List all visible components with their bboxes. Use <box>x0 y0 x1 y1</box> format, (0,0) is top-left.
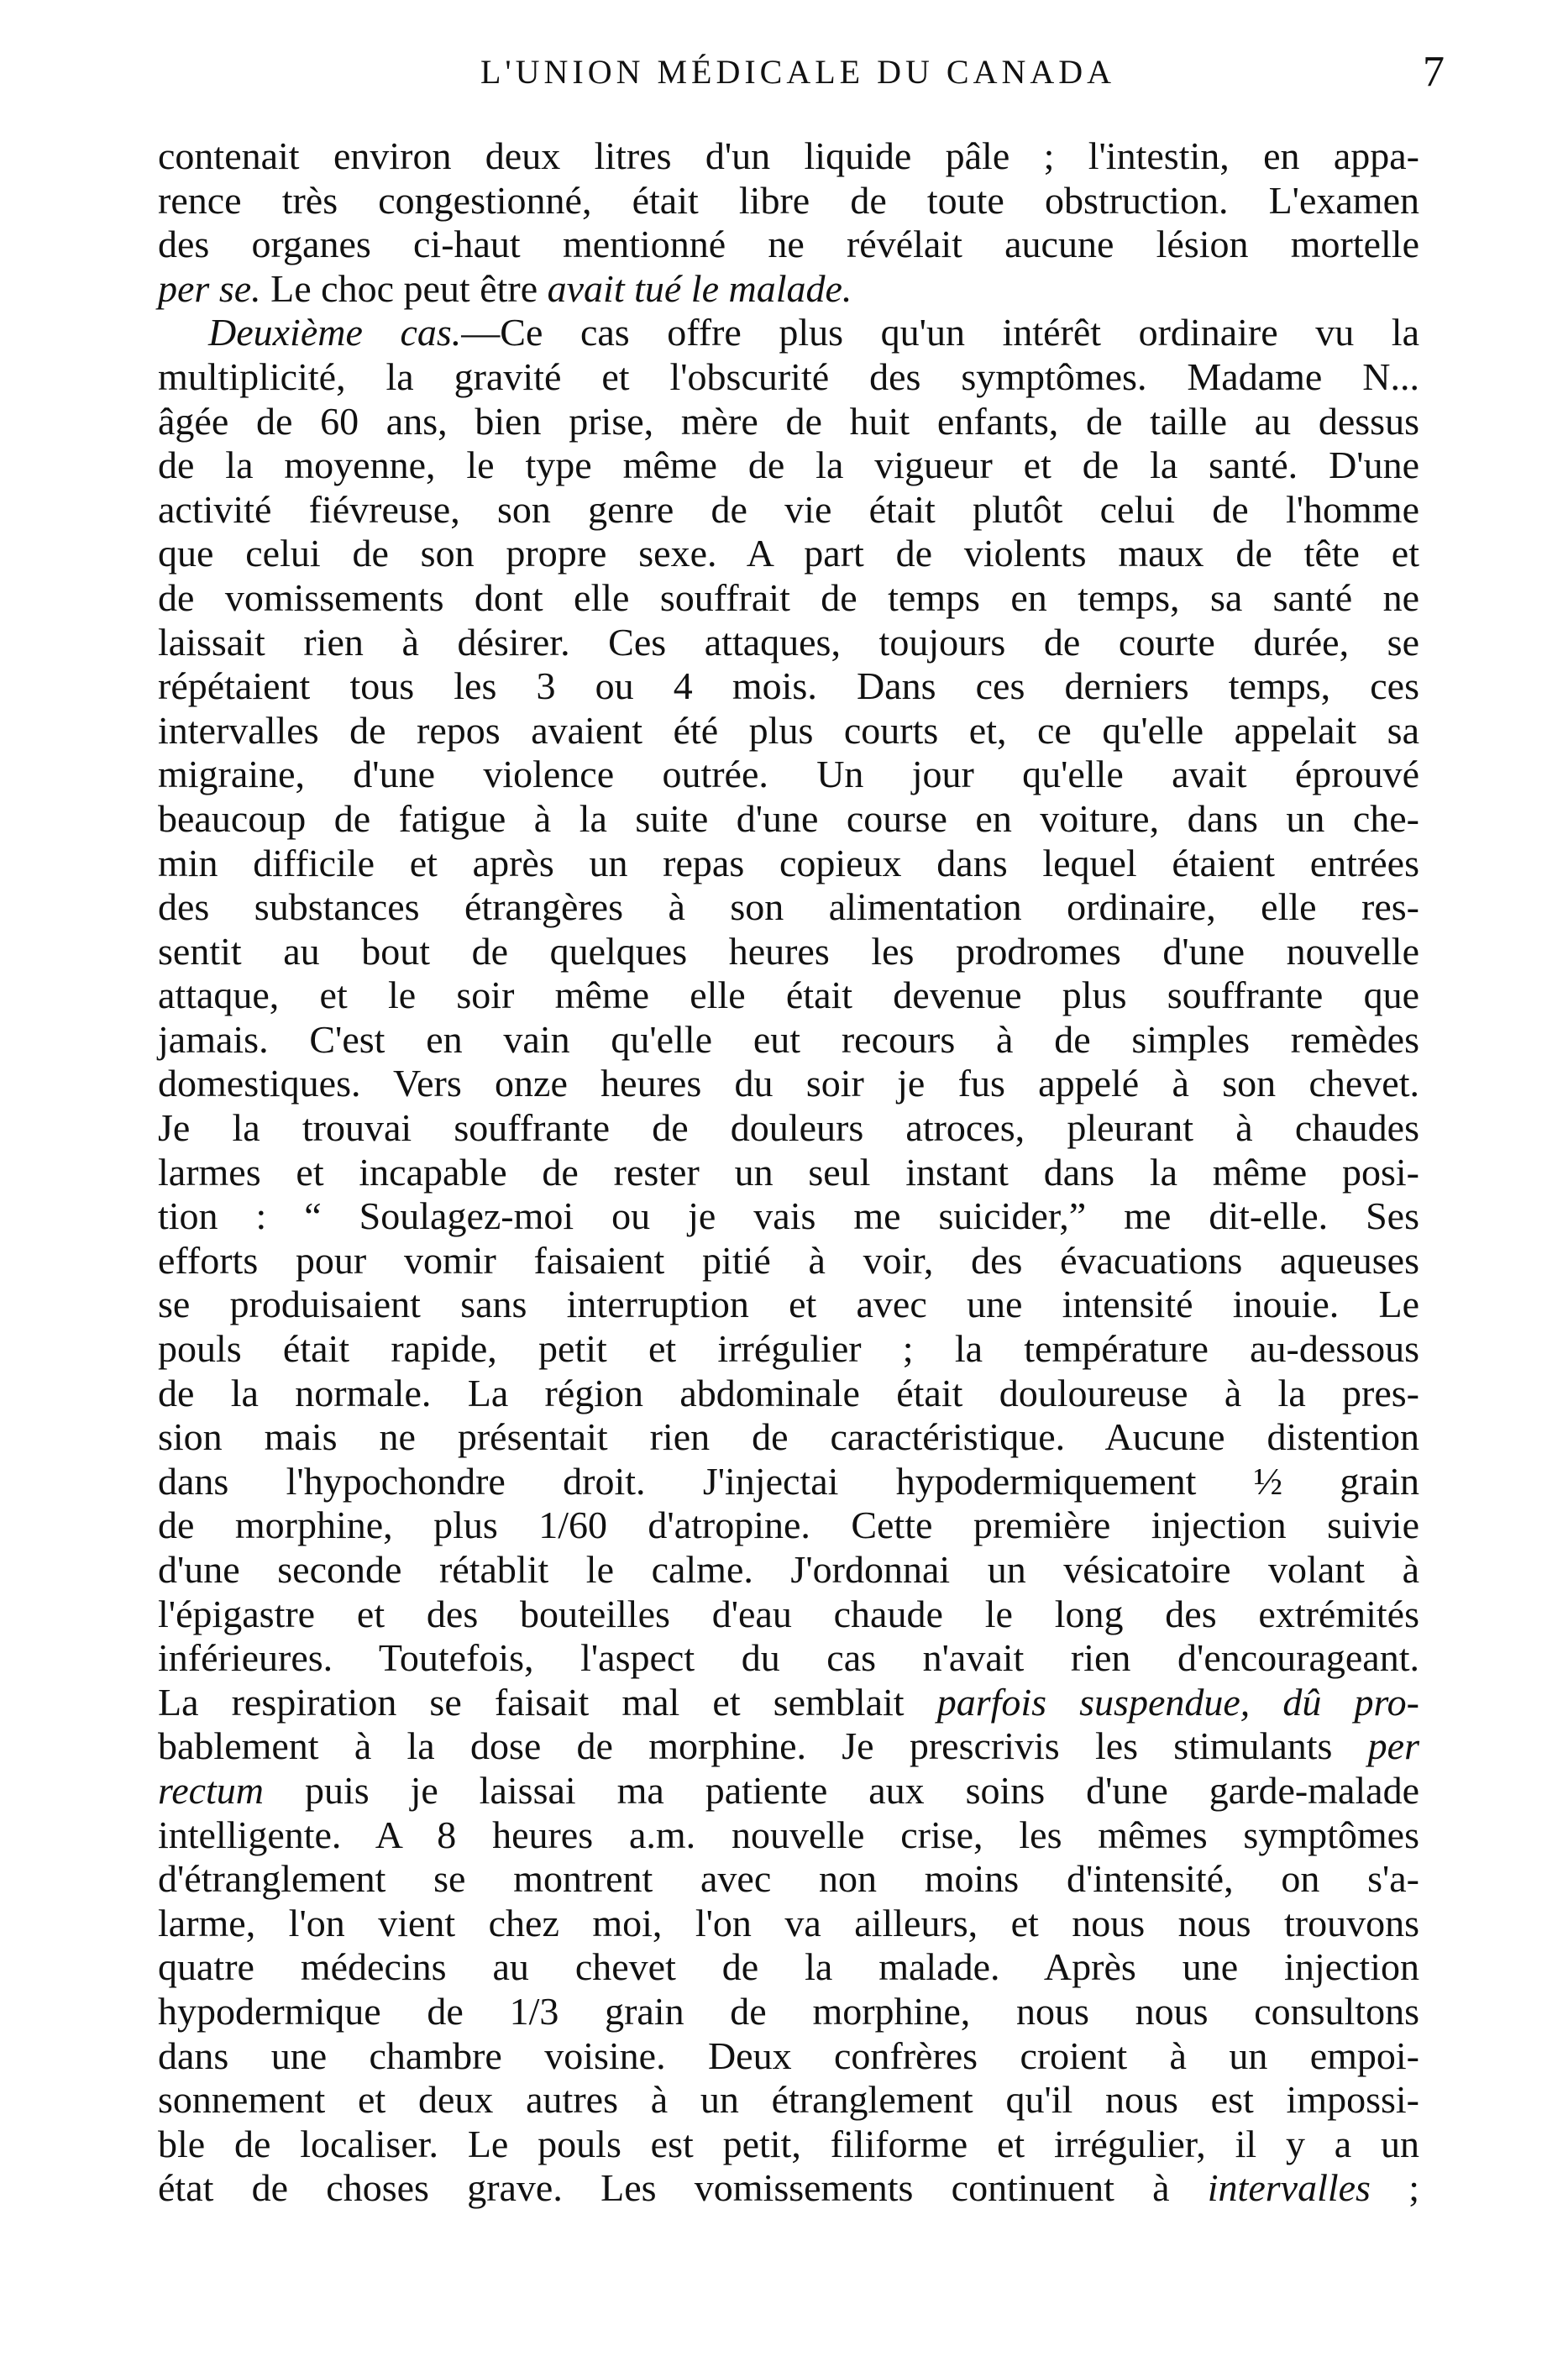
italic-text-run: per se. <box>158 266 261 310</box>
text-line <box>158 930 1419 974</box>
text-line <box>158 1813 1419 1858</box>
text-run: larmes et incapable de rester un seul instant dans la même posi- <box>158 1150 1419 1194</box>
text-run: se produisaient sans interruption et avec une intensité inouie. Le <box>158 1283 1419 1326</box>
text-run: inférieures. Toutefois, l'aspect du cas n'avait rien d'encourageant. <box>158 1636 1419 1680</box>
text-line <box>158 1857 1419 1902</box>
text-run: bablement à la dose de morphine. Je prescrivis les stimulants <box>158 1724 1368 1768</box>
italic-text-run: intervalles <box>1207 2166 1371 2210</box>
text-line <box>158 1724 1419 1769</box>
text-line <box>158 709 1419 753</box>
text-run: Le choc peut être <box>260 266 548 310</box>
text-line <box>158 1902 1419 1946</box>
text-line <box>158 842 1419 886</box>
text-run: dans l'hypochondre droit. J'injectai hypodermiquement ½ grain <box>158 1459 1419 1503</box>
text-run: âgée de 60 ans, bien prise, mère de huit enfants, de taille au dessus <box>158 399 1419 443</box>
text-line <box>158 1769 1419 1813</box>
text-run: multiplicité, la gravité et l'obscurité des symptômes. Madame N... <box>158 354 1419 398</box>
text-run: ble de localiser. Le pouls est petit, filiforme et irrégulier, il y a un <box>158 2122 1419 2165</box>
text-line <box>158 2034 1419 2079</box>
text-run: —Ce cas offre plus qu'un intérêt ordinaire vu la <box>461 311 1419 354</box>
text-run: attaque, et le soir même elle était devenue plus souffrante que <box>158 973 1419 1017</box>
text-run: min difficile et après un repas copieux dans lequel étaient entrées <box>158 841 1419 884</box>
text-line <box>158 2166 1419 2211</box>
text-line <box>158 1460 1419 1504</box>
text-run: l'épigastre et des bouteilles d'eau chaude le long des extrémités <box>158 1592 1419 1635</box>
text-run: dans une chambre voisine. Deux confrères croient à un empoi- <box>158 2034 1419 2077</box>
text-line <box>158 1681 1419 1725</box>
text-run: pouls était rapide, petit et irrégulier ; la température au-dessous <box>158 1327 1419 1371</box>
text-run: puis je laissai ma patiente aux soins d'une garde-malade <box>264 1768 1419 1812</box>
text-run: que celui de son propre sexe. A part de violents maux de tête et <box>158 532 1419 575</box>
text-line <box>158 532 1419 576</box>
page-number: 7 <box>1423 48 1445 96</box>
text-line <box>158 753 1419 797</box>
text-line <box>158 1327 1419 1372</box>
text-line <box>158 973 1419 1018</box>
text-line <box>158 400 1419 444</box>
text-line <box>158 621 1419 665</box>
text-run: des organes ci-haut mentionné ne révélait aucune lésion mortelle <box>158 223 1419 266</box>
text-line <box>158 311 1419 355</box>
text-run: laissait rien à désirer. Ces attaques, toujours de courte durée, se <box>158 620 1419 664</box>
text-line <box>158 1503 1419 1548</box>
text-run: intelligente. A 8 heures a.m. nouvelle crise, les mêmes symptômes <box>158 1813 1419 1856</box>
text-run: quatre médecins au chevet de la malade. Après une injection <box>158 1945 1419 1989</box>
text-run: d'étranglement se montrent avec non moins d'intensité, on s'a- <box>158 1857 1419 1901</box>
text-line <box>158 443 1419 488</box>
text-line <box>158 1415 1419 1460</box>
text-line <box>158 576 1419 621</box>
text-run: tion : “ Soulagez-moi ou je vais me suicider,” me dit-elle. Ses <box>158 1194 1419 1238</box>
text-run: sonnement et deux autres à un étranglement qu'il nous est impossi- <box>158 2078 1419 2122</box>
text-line <box>158 1062 1419 1106</box>
text-run: de vomissements dont elle souffrait de temps en temps, sa santé ne <box>158 575 1419 619</box>
text-line <box>158 2078 1419 2123</box>
text-line <box>158 1194 1419 1239</box>
text-line <box>158 1283 1419 1327</box>
text-line <box>158 179 1419 223</box>
text-line <box>158 797 1419 842</box>
text-line <box>158 1018 1419 1063</box>
text-run: sion mais ne présentait rien de caractéristique. Aucune distention <box>158 1415 1419 1459</box>
text-line <box>158 134 1419 179</box>
text-run: des substances étrangères à son alimentation ordinaire, elle res- <box>158 885 1419 929</box>
text-run: domestiques. Vers onze heures du soir je fus appelé à son chevet. <box>158 1062 1419 1105</box>
text-line <box>158 1239 1419 1283</box>
text-line <box>158 1372 1419 1416</box>
text-run: ; <box>1370 2166 1419 2210</box>
text-run: hypodermique de 1/3 grain de morphine, nous nous consultons <box>158 1989 1419 2033</box>
text-run: jamais. C'est en vain qu'elle eut recours à de simples remèdes <box>158 1017 1419 1061</box>
text-run: migraine, d'une violence outrée. Un jour qu'elle avait éprouvé <box>158 753 1419 796</box>
italic-text-run: parfois suspendue, dû pro- <box>936 1680 1420 1724</box>
text-line <box>158 1593 1419 1637</box>
text-run: d'une seconde rétablit le calme. J'ordonnai un vésicatoire volant à <box>158 1548 1419 1591</box>
italic-text-run: per <box>1367 1724 1419 1768</box>
text-line <box>158 1548 1419 1593</box>
text-run: de la moyenne, le type même de la vigueur et de la santé. D'une <box>158 443 1419 487</box>
text-run: contenait environ deux litres d'un liquide pâle ; l'intestin, en appa- <box>158 134 1419 177</box>
text-line <box>158 488 1419 533</box>
text-run: de la normale. La région abdominale était douloureuse à la pres- <box>158 1371 1419 1414</box>
italic-text-run: Deuxième cas. <box>208 311 462 354</box>
text-line <box>158 664 1419 709</box>
text-line <box>158 267 1419 312</box>
text-run: beaucoup de fatigue à la suite d'une course en voiture, dans un che- <box>158 796 1419 840</box>
text-run: Je la trouvai souffrante de douleurs atroces, pleurant à chaudes <box>158 1106 1419 1150</box>
text-line <box>158 885 1419 930</box>
running-head-title: L'UNION MÉDICALE DU CANADA <box>480 53 1116 91</box>
text-run: activité fiévreuse, son genre de vie était plutôt celui de l'homme <box>158 487 1419 531</box>
running-head <box>151 48 1445 111</box>
text-run: répétaient tous les 3 ou 4 mois. Dans ces derniers temps, ces <box>158 664 1419 708</box>
italic-text-run: rectum <box>158 1768 265 1812</box>
text-run: de morphine, plus 1/60 d'atropine. Cette première injection suivie <box>158 1503 1419 1547</box>
text-run: état de choses grave. Les vomissements continuent à <box>158 2166 1208 2210</box>
text-line <box>158 355 1419 400</box>
italic-text-run: avait tué le malade. <box>547 266 852 310</box>
text-run: efforts pour vomir faisaient pitié à voir, des évacuations aqueuses <box>158 1238 1419 1282</box>
text-run: larme, l'on vient chez moi, l'on va ailleurs, et nous nous trouvons <box>158 1901 1419 1944</box>
article-body <box>158 134 1419 2211</box>
text-line <box>158 1151 1419 1195</box>
text-line <box>158 1636 1419 1681</box>
text-line <box>158 1990 1419 2034</box>
text-line <box>158 223 1419 267</box>
text-line <box>158 1106 1419 1151</box>
text-line <box>158 1945 1419 1990</box>
text-run: intervalles de repos avaient été plus courts et, ce qu'elle appelait sa <box>158 708 1419 752</box>
text-line <box>158 2123 1419 2167</box>
text-run: sentit au bout de quelques heures les prodromes d'une nouvelle <box>158 929 1419 973</box>
text-run: rence très congestionné, était libre de toute obstruction. L'examen <box>158 178 1419 222</box>
text-run: La respiration se faisait mal et semblait <box>158 1680 937 1724</box>
